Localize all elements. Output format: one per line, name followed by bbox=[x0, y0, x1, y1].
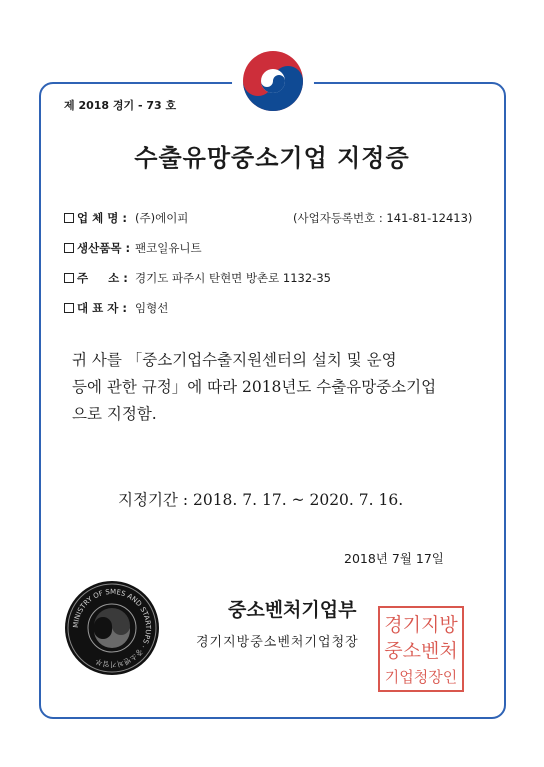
checkbox-icon bbox=[64, 213, 74, 223]
seal-line: 기업청장인 bbox=[384, 668, 458, 686]
office-seal-stamp bbox=[378, 606, 464, 692]
field-label: 업 체 명 : bbox=[77, 211, 127, 225]
field-value: 경기도 파주시 탄현면 방촌로 1132-35 bbox=[135, 271, 331, 285]
field-label: 생산품목 : bbox=[77, 241, 131, 255]
field-value: 팬코일유니트 bbox=[135, 241, 202, 255]
seal-line: 중소벤처 bbox=[384, 640, 458, 662]
field-representative bbox=[64, 300, 168, 316]
checkbox-icon bbox=[64, 303, 74, 313]
certificate-number: 제 2018 경기 - 73 호 bbox=[64, 99, 177, 112]
designation-period: 지정기간 : 2018. 7. 17. ~ 2020. 7. 16. bbox=[118, 491, 404, 509]
certificate-body bbox=[72, 347, 482, 428]
issuing-office: 경기지방중소벤처기업청장 bbox=[196, 635, 359, 650]
government-emblem-icon bbox=[232, 42, 314, 124]
ministry-seal-icon bbox=[64, 580, 160, 676]
body-line: 으로 지정함. bbox=[72, 405, 157, 423]
field-product bbox=[64, 240, 202, 256]
checkbox-icon bbox=[64, 273, 74, 283]
page-title: 수출유망중소기업 지정증 bbox=[134, 144, 410, 172]
field-address bbox=[64, 270, 331, 286]
body-line: 등에 관한 규정」에 따라 2018년도 수출유망중소기업 bbox=[72, 378, 437, 396]
field-value: (주)에이피 bbox=[135, 211, 189, 225]
ministry-name: 중소벤처기업부 bbox=[228, 599, 357, 621]
field-label: 대 표 자 : bbox=[77, 301, 127, 315]
registration-number: (사업자등록번호 : 141-81-12413) bbox=[293, 211, 473, 225]
body-line: 귀 사를 「중소기업수출지원센터의 설치 및 운영 bbox=[72, 351, 397, 369]
field-company bbox=[64, 210, 188, 226]
seal-line: 경기지방 bbox=[384, 614, 458, 636]
svg-text:MINISTRY OF SMES AND STARTUPS: MINISTRY OF SMES AND STARTUPS · 중소벤처기업부 bbox=[71, 587, 153, 669]
issue-date: 2018년 7월 17일 bbox=[344, 551, 444, 566]
field-label: 주 소 : bbox=[77, 271, 128, 285]
field-value: 임형선 bbox=[135, 301, 169, 315]
checkbox-icon bbox=[64, 243, 74, 253]
